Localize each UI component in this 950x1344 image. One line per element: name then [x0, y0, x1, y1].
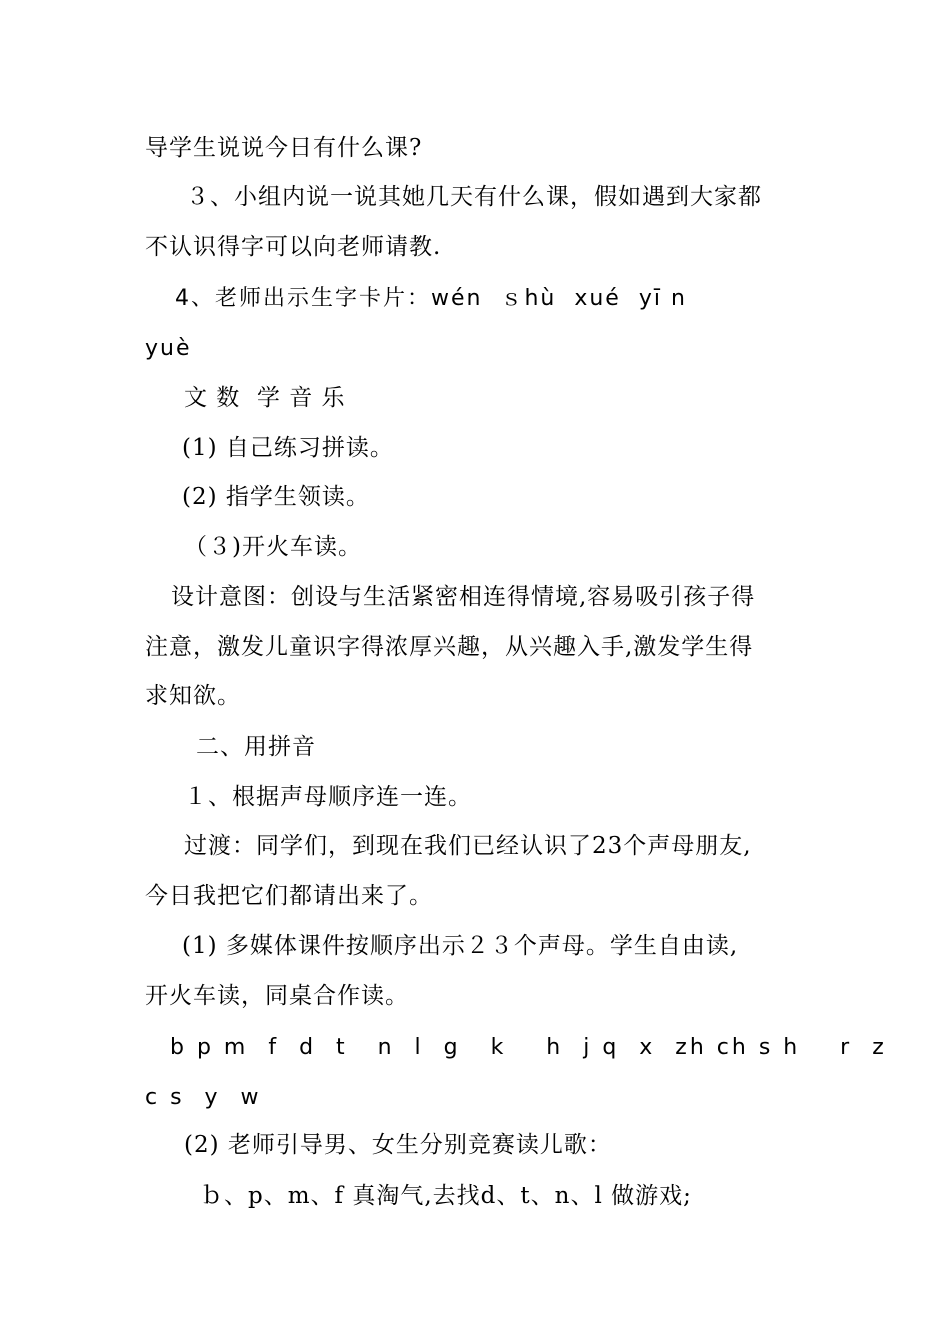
- paragraph-line-22: ｂ、p、m、f 真淘气,去找d、t、n、l 做游戏;: [200, 1183, 692, 1209]
- paragraph-line-3: 不认识得字可以向老师请教.: [145, 234, 442, 260]
- paragraph-line-7: (1) 自己练习拼读。: [182, 435, 394, 461]
- paragraph-line-5: yuè: [145, 336, 192, 361]
- paragraph-line-13: 二、用拼音: [196, 734, 316, 760]
- paragraph-line-18: 开火车读，同桌合作读。: [145, 983, 409, 1009]
- paragraph-line-4: 4、老师出示生字卡片：wén ｓhù xué yī n: [175, 286, 687, 311]
- paragraph-line-2: ３、小组内说一说其她几天有什么课，假如遇到大家都: [186, 184, 762, 210]
- paragraph-line-6: 文 数 学 音 乐: [184, 385, 346, 411]
- paragraph-line-1: 导学生说说今日有什么课?: [145, 135, 423, 161]
- paragraph-line-16: 今日我把它们都请出来了。: [145, 883, 433, 909]
- paragraph-line-21: (2) 老师引导男、女生分别竞赛读儿歌：: [184, 1132, 612, 1158]
- paragraph-line-11: 注意，激发儿童识字得浓厚兴趣，从兴趣入手,激发学生得: [145, 634, 754, 660]
- paragraph-line-19: b p m f d t n l g k h j q x zh ch s h r z: [170, 1035, 887, 1060]
- paragraph-line-12: 求知欲。: [145, 683, 241, 709]
- paragraph-line-20: c s y w: [145, 1085, 262, 1110]
- paragraph-line-14: １、根据声母顺序连一连。: [184, 784, 472, 810]
- paragraph-line-10: 设计意图：创设与生活紧密相连得情境,容易吸引孩子得: [171, 584, 756, 610]
- paragraph-line-8: (2) 指学生领读。: [182, 484, 370, 510]
- paragraph-line-15: 过渡：同学们，到现在我们已经认识了23个声母朋友,: [184, 833, 752, 859]
- paragraph-line-17: (1) 多媒体课件按顺序出示２３个声母。学生自由读,: [182, 933, 739, 959]
- paragraph-line-9: （３)开火车读。: [184, 534, 362, 560]
